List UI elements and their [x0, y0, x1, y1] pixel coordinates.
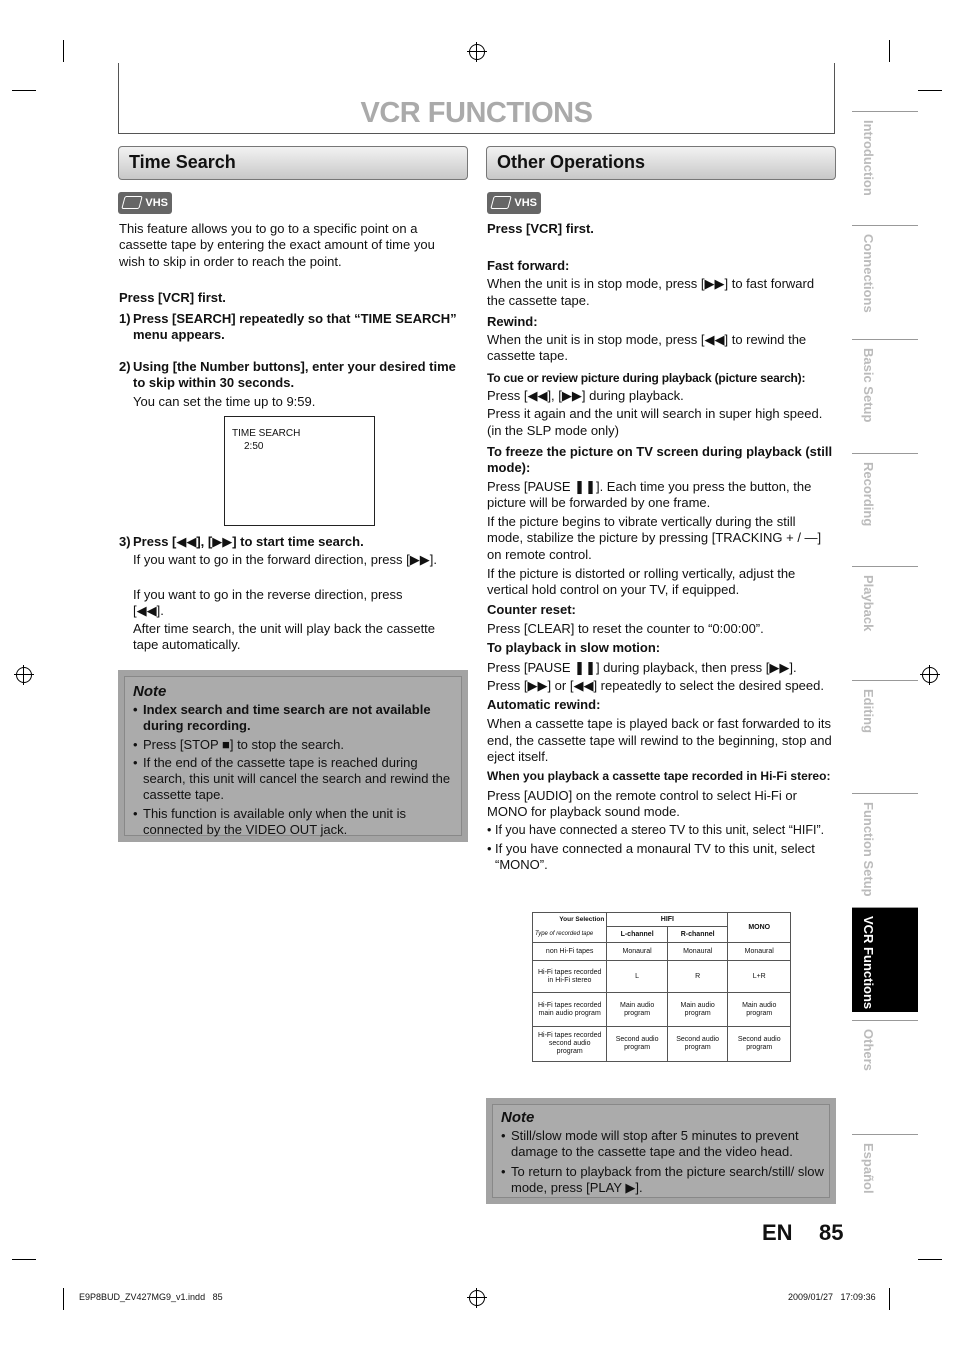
rewind-heading: Rewind: [487, 313, 538, 329]
counter-reset-heading: Counter reset: [487, 601, 576, 617]
language-label: EN [762, 1220, 793, 1245]
note-item: • Index search and time search are not available during recording. [133, 702, 457, 735]
table-cell: Monaural [728, 943, 791, 961]
other-operations-heading: Other Operations [486, 146, 836, 180]
tab-editing [852, 680, 918, 785]
step-2 [119, 359, 461, 392]
step-text: Press [SEARCH] repeatedly so that “TIME SEARCH” menu appears. [133, 311, 457, 343]
auto-rewind-heading: Automatic rewind: [487, 697, 601, 713]
table-row [533, 993, 791, 1027]
table-corner-bottom: Type of recorded tape [533, 927, 607, 943]
step-3-reverse: If you want to go in the reverse direction, press [◀◀]. [133, 587, 403, 619]
table-cell: Hi-Fi tapes recorded second audio program [533, 1027, 607, 1062]
crop-mark [889, 1288, 890, 1310]
table-cell: Hi-Fi tapes recorded main audio program [533, 993, 607, 1027]
tab-espanol [852, 1134, 918, 1239]
table-row [533, 943, 791, 961]
crop-mark [63, 40, 64, 62]
table-cell: Main audio program [728, 993, 791, 1027]
tab-label: Introduction [861, 120, 876, 196]
registration-mark-icon [469, 44, 485, 60]
tab-recording [852, 453, 918, 558]
tab-basic-setup [852, 339, 918, 444]
table-header-r: R-channel [667, 927, 728, 943]
picture-search-text: Press it again and the unit will search in super high speed. (in the SLP mode only) [487, 406, 823, 438]
table-row [533, 1027, 791, 1062]
hifi-text: Press [AUDIO] on the remote control to select Hi-Fi or MONO for playback sound mode. [487, 787, 797, 819]
fast-forward-text: When the unit is in stop mode, press [▶▶] to fast forward the cassette tape. [487, 276, 815, 308]
audio-output-table [532, 912, 791, 1062]
crop-mark [918, 90, 942, 91]
vhs-badge [118, 192, 172, 214]
tab-connections [852, 225, 918, 330]
table-cell: Main audio program [607, 993, 668, 1027]
note-item: • Press [STOP ■] to stop the search. [133, 737, 457, 753]
registration-mark-icon [16, 667, 32, 683]
tab-label: Function Setup [861, 802, 876, 897]
step-3-forward: If you want to go in the forward direction, press [▶▶]. [133, 552, 437, 567]
note-item: • This function is available only when the unit is connected by the VIDEO OUT jack. [133, 806, 457, 839]
other-operations-body [487, 258, 835, 873]
table-row [533, 961, 791, 993]
note-item: • If the end of the cassette tape is reached during search, this unit will cancel the search and rewind the cassette tape. [133, 755, 457, 804]
counter-reset-text: Press [CLEAR] to reset the counter to “0:00:00”. [487, 620, 764, 636]
table-cell: Monaural [607, 943, 668, 961]
press-vcr-first: Press [VCR] first. [487, 221, 594, 236]
tab-function-setup [852, 793, 918, 898]
tab-label: Editing [861, 689, 876, 734]
page-number: 85 [819, 1220, 844, 1245]
table-cell: L [607, 961, 668, 993]
table-header-hifi: HIFI [607, 913, 728, 927]
still-mode-heading: To freeze the picture on TV screen during playback (still mode): [487, 443, 833, 476]
hifi-bullet: • If you have connected a monaural TV to this unit, select “MONO”. [487, 841, 835, 874]
cassette-icon [121, 196, 142, 209]
tab-label: Recording [861, 462, 876, 527]
tab-others [852, 1020, 918, 1125]
step-2-sub: You can set the time up to 9:59. [133, 394, 316, 409]
step-text: Using [the Number buttons], enter your desired time to skip within 30 seconds. [133, 359, 456, 391]
table-header-mono: MONO [728, 913, 791, 943]
hifi-bullet: • If you have connected a stereo TV to this unit, select “HIFI”. [487, 822, 835, 838]
table-cell: L+R [728, 961, 791, 993]
registration-mark-icon [922, 667, 938, 683]
step-3-after: After time search, the unit will play back the cassette tape automatically. [133, 621, 436, 653]
table-cell: non Hi-Fi tapes [533, 943, 607, 961]
screen-value: 2:50 [244, 441, 264, 452]
tab-introduction [852, 111, 918, 216]
table-cell: Hi-Fi tapes recorded in Hi-Fi stereo [533, 961, 607, 993]
crop-mark [918, 1259, 942, 1260]
screen-label: TIME SEARCH [232, 428, 301, 439]
picture-search-heading: To cue or review picture during playback (picture search): [487, 370, 806, 385]
tab-vcr-functions [852, 907, 918, 1012]
table-cell: Second audio program [667, 1027, 728, 1062]
time-search-note [118, 670, 468, 842]
table-cell: R [667, 961, 728, 993]
table-cell: Second audio program [607, 1027, 668, 1062]
still-mode-text: Press [PAUSE ❚❚]. Each time you press the button, the picture will be forwarded by one frame. [487, 478, 812, 510]
note-title: Note [501, 1109, 535, 1126]
time-search-heading: Time Search [118, 146, 468, 180]
step-3 [119, 534, 461, 550]
still-mode-text: If the picture is distorted or rolling vertically, adjust the vertical hold control on your TV, if equipped. [487, 566, 796, 598]
slow-motion-heading: To playback in slow motion: [487, 640, 661, 656]
vhs-label: VHS [145, 197, 168, 209]
table-cell: Main audio program [667, 993, 728, 1027]
crop-mark [12, 1259, 36, 1260]
crop-mark [12, 90, 36, 91]
table-corner-top: Your Selection [533, 913, 607, 927]
cassette-icon [490, 196, 511, 209]
still-mode-text: If the picture begins to vibrate vertically during the still mode, stabilize the picture by pressing [TRACKING + / —] on remote control. [487, 514, 822, 562]
rewind-text: When the unit is in stop mode, press [◀◀] to rewind the cassette tape. [487, 332, 807, 364]
note-title: Note [133, 683, 167, 700]
slow-motion-text: Press [▶▶] or [◀◀] repeatedly to select the desired speed. [487, 677, 824, 693]
page-title: VCR FUNCTIONS [360, 97, 593, 129]
tab-label: Basic Setup [861, 348, 876, 423]
tv-screen [224, 416, 375, 526]
fast-forward-heading: Fast forward: [487, 258, 570, 273]
table-header-l: L-channel [607, 927, 668, 943]
footer-file: E9P8BUD_ZV427MG9_v1.indd 85 [79, 1292, 223, 1302]
crop-mark [889, 40, 890, 62]
step-number: 2) [119, 359, 131, 374]
vhs-badge [487, 192, 541, 214]
crop-mark [63, 1288, 64, 1310]
tab-label: Others [861, 1029, 876, 1071]
tab-label: Playback [861, 575, 876, 632]
step-1 [119, 311, 461, 344]
table-cell: Monaural [667, 943, 728, 961]
picture-search-text: Press [◀◀], [▶▶] during playback. [487, 388, 684, 404]
footer-date: 2009/01/27 17:09:36 [788, 1292, 876, 1302]
note-item: • To return to playback from the picture search/still/ slow mode, press [PLAY ▶]. [501, 1164, 825, 1197]
note-item: • Still/slow mode will stop after 5 minutes to prevent damage to the cassette tape and the video head. [501, 1128, 825, 1161]
tab-playback [852, 566, 918, 671]
auto-rewind-text: When a cassette tape is played back or fast forwarded to its end, the cassette tape will rewind to the beginning, stop and eject itself. [487, 716, 832, 765]
other-operations-note [486, 1098, 836, 1204]
step-number: 3) [119, 534, 131, 549]
vhs-label: VHS [514, 197, 537, 209]
press-vcr-first: Press [VCR] first. [119, 290, 226, 305]
registration-mark-icon [469, 1290, 485, 1306]
tab-label: Español [861, 1143, 876, 1194]
tab-label: Connections [861, 234, 876, 313]
tab-label: VCR Functions [861, 916, 876, 1010]
hifi-heading: When you playback a cassette tape recorded in Hi-Fi stereo: [487, 769, 831, 784]
step-text: Press [◀◀], [▶▶] to start time search. [133, 534, 364, 549]
step-number: 1) [119, 311, 131, 326]
table-cell: Second audio program [728, 1027, 791, 1062]
slow-motion-text: Press [PAUSE ❚❚] during playback, then press [▶▶]. [487, 659, 797, 675]
time-search-intro: This feature allows you to go to a specific point on a cassette tape by entering the exact amount of time you wish to skip in order to reach the point. [119, 221, 435, 269]
